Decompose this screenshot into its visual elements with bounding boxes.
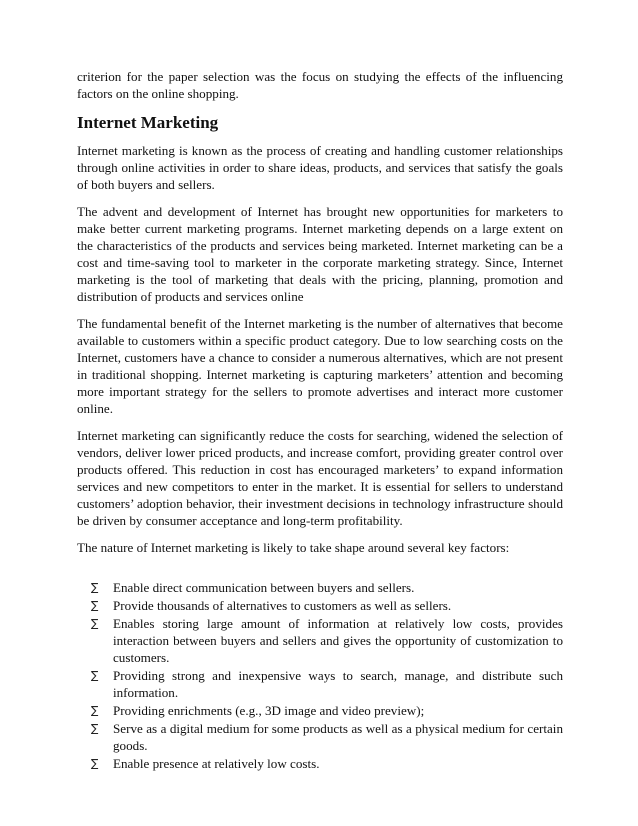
list-item <box>77 720 563 754</box>
list-item <box>77 667 563 701</box>
bullet-icon: ∑ <box>91 581 99 594</box>
list-item <box>77 702 563 719</box>
section-heading: Internet Marketing <box>77 113 219 132</box>
bullet-icon: ∑ <box>91 669 99 682</box>
body-paragraph: The nature of Internet marketing is likely to take shape around several key factors: <box>77 540 510 555</box>
body-paragraph: Internet marketing can significantly reduce the costs for searching, widened the selection of vendors, deliver lower priced products, and increase comfort, providing greater control over products offered. This reduction in cost has encouraged marketers’ to expand information services and new competitors to enter in the market. It is essential for sellers to understand customers’ adoption behavior, their investment decisions in technology infrastructure should be driven by consumer acceptance and long-term profitability. <box>77 428 563 528</box>
bullet-icon: ∑ <box>91 617 99 630</box>
body-paragraph: The fundamental benefit of the Internet marketing is the number of alternatives that become available to customers within a specific product category. Due to low searching costs on the Internet, customers have a chance to consider a numerous alternatives, which are not present in traditional shopping. Internet marketing is capturing marketers’ attention and becoming more important strategy for the sellers to promote advertises and interact more customer online. <box>77 316 563 416</box>
list-item-text: Serve as a digital medium for some products as well as a physical medium for certain goods. <box>113 721 563 753</box>
bullet-icon: ∑ <box>91 704 99 717</box>
list-item-text: Enable presence at relatively low costs. <box>113 756 320 771</box>
list-item <box>77 597 563 614</box>
list-item-text: Enable direct communication between buyers and sellers. <box>113 580 415 595</box>
list-item-text: Providing enrichments (e.g., 3D image and video preview); <box>113 703 425 718</box>
list-item <box>77 579 563 596</box>
intro-paragraph: criterion for the paper selection was the focus on studying the effects of the influencing factors on the online shopping. <box>77 69 563 101</box>
bullet-icon: ∑ <box>91 599 99 612</box>
list-item-text: Providing strong and inexpensive ways to search, manage, and distribute such information. <box>113 668 563 700</box>
list-item-text: Provide thousands of alternatives to customers as well as sellers. <box>113 598 452 613</box>
document-page <box>77 68 563 773</box>
list-item <box>77 755 563 772</box>
body-paragraph: Internet marketing is known as the process of creating and handling customer relationships through online activities in order to share ideas, products, and services that satisfy the goals of both buyers and sellers. <box>77 143 563 192</box>
bullet-icon: ∑ <box>91 722 99 735</box>
key-factors-list <box>77 579 563 772</box>
list-item-text: Enables storing large amount of information at relatively low costs, provides interaction between buyers and sellers and gives the opportunity of customization to customers. <box>113 616 563 665</box>
bullet-icon: ∑ <box>91 757 99 770</box>
list-item <box>77 615 563 666</box>
body-paragraph: The advent and development of Internet has brought new opportunities for marketers to make better current marketing programs. Internet marketing depends on a large extent on the characteristics of the products and services being marketed. Internet marketing can be a cost and time-saving tool to marketer in the corporate marketing strategy. Since, Internet marketing is the tool of marketing that deals with the pricing, planning, promotion and distribution of products and services online <box>77 204 563 304</box>
